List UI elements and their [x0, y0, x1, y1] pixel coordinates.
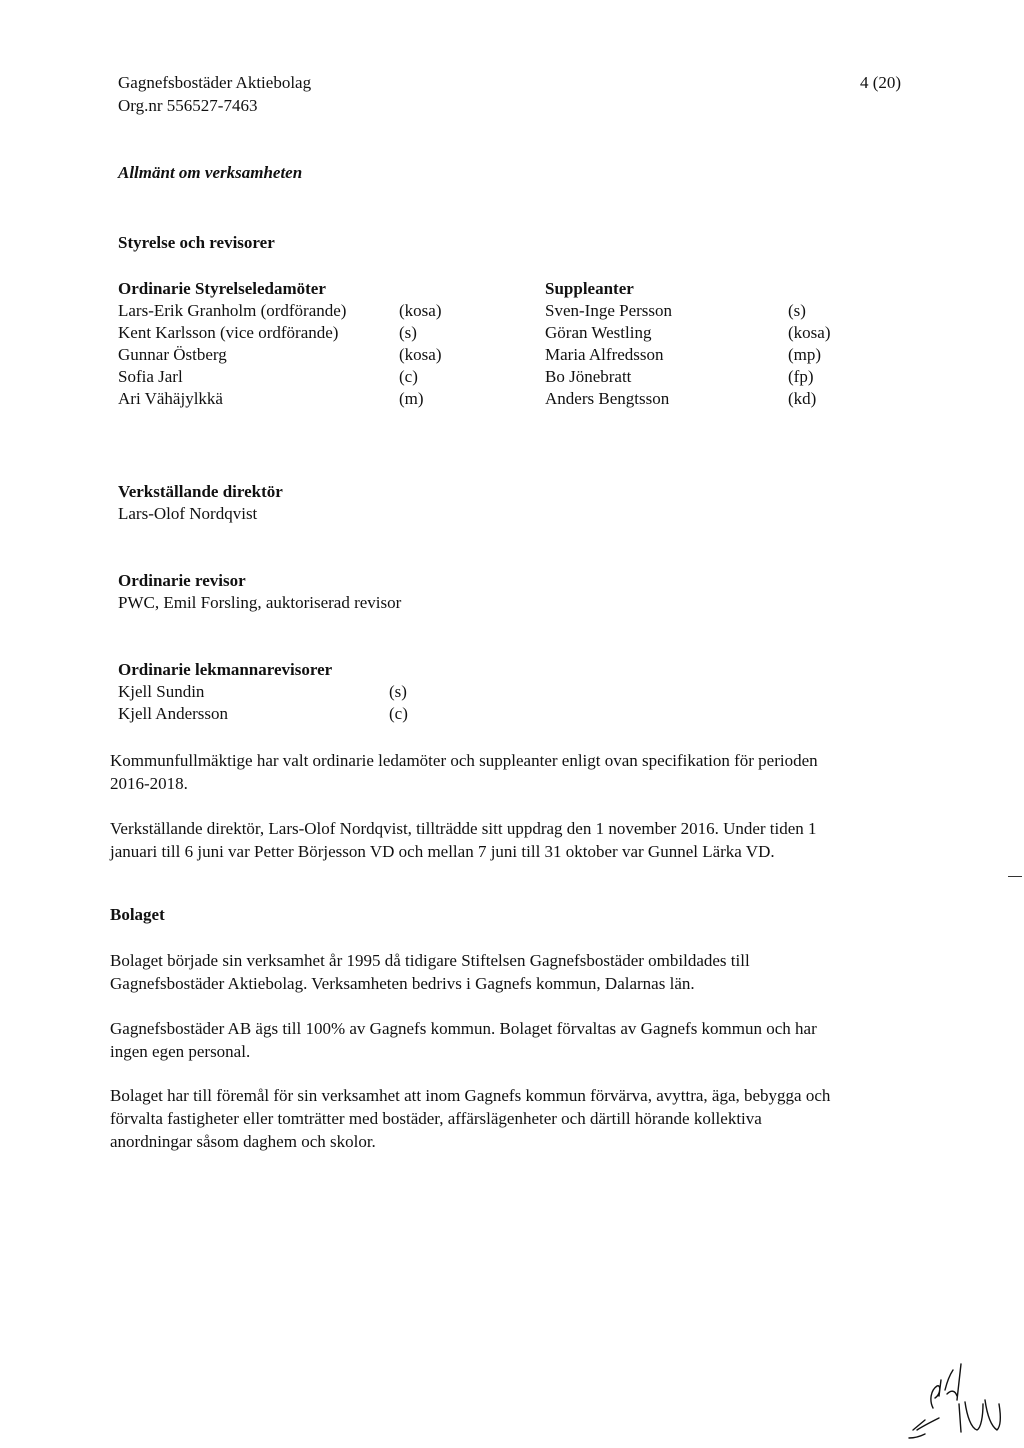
paragraph-line: ingen egen personal.	[110, 1042, 251, 1061]
lay-auditor-name: Kjell Sundin	[118, 682, 205, 701]
member-name: Gunnar Östberg	[118, 345, 227, 364]
deputy-row	[545, 388, 845, 410]
board-member-row	[118, 300, 498, 322]
paragraph-line: Gagnefsbostäder Aktiebolag. Verksamheten bedrivs i Gagnefs kommun, Dalarnas län.	[110, 974, 695, 993]
company-paragraph	[110, 1084, 910, 1153]
company-name: Gagnefsbostäder Aktiebolag	[118, 73, 312, 92]
deputy-name: Sven-Inge Persson	[545, 301, 673, 320]
company-paragraph	[110, 949, 910, 995]
board-heading: Styrelse och revisorer	[118, 233, 275, 252]
signature-initials	[895, 1360, 1005, 1440]
board-member-row	[118, 366, 498, 388]
lay-auditor-party: (c)	[389, 704, 408, 723]
auditor-name: PWC, Emil Forsling, auktoriserad revisor	[118, 593, 402, 612]
paragraph-line: Gagnefsbostäder AB ägs till 100% av Gagnefs kommun. Bolaget förvaltas av Gagnefs kommun och har	[110, 1019, 817, 1038]
deputy-party: (fp)	[788, 367, 814, 386]
company-paragraph	[110, 1017, 910, 1063]
member-name: Lars-Erik Granholm (ordförande)	[118, 301, 347, 320]
member-party: (c)	[399, 367, 418, 386]
paragraph-line: Kommunfullmäktige har valt ordinarie ledamöter och suppleanter enligt ovan specifikation för perioden	[110, 751, 818, 770]
paragraph-line: 2016-2018.	[110, 774, 188, 793]
ceo-name: Lars-Olof Nordqvist	[118, 504, 258, 523]
lay-auditors-heading: Ordinarie lekmannarevisorer	[118, 660, 333, 679]
deputy-name: Anders Bengtsson	[545, 389, 670, 408]
member-name: Sofia Jarl	[118, 367, 183, 386]
org-number: Org.nr 556527-7463	[118, 96, 258, 115]
ceo-paragraph	[110, 817, 910, 863]
board-member-row	[118, 344, 498, 366]
deputy-party: (kosa)	[788, 323, 831, 342]
lay-auditor-party: (s)	[389, 682, 407, 701]
deputy-party: (kd)	[788, 389, 817, 408]
paragraph-line: Verkställande direktör, Lars-Olof Nordqvist, tillträdde sitt uppdrag den 1 november 2016. Under tiden 1	[110, 819, 817, 838]
paragraph-line: förvalta fastigheter eller tomträtter med bostäder, affärslägenheter och därtill hörande kollektiva	[110, 1109, 762, 1128]
deputy-row	[545, 300, 845, 322]
member-party: (kosa)	[399, 345, 442, 364]
lay-auditor-row	[118, 703, 438, 725]
appointment-paragraph	[110, 749, 910, 795]
member-name: Kent Karlsson (vice ordförande)	[118, 323, 339, 342]
deputy-row	[545, 322, 845, 344]
deputies-heading: Suppleanter	[545, 279, 634, 298]
deputy-name: Bo Jönebratt	[545, 367, 632, 386]
member-party: (s)	[399, 323, 417, 342]
member-name: Ari Vähäjylkkä	[118, 389, 223, 408]
member-party: (m)	[399, 389, 424, 408]
company-section-heading: Bolaget	[110, 905, 165, 924]
paragraph-line: Bolaget har till föremål för sin verksamhet att inom Gagnefs kommun förvärva, avyttra, äga, bebygga och	[110, 1086, 831, 1105]
deputy-party: (s)	[788, 301, 806, 320]
page-number: 4 (20)	[860, 73, 902, 92]
ceo-heading: Verkställande direktör	[118, 482, 283, 501]
margin-mark	[1008, 876, 1022, 877]
lay-auditor-name: Kjell Andersson	[118, 704, 229, 723]
section-title: Allmänt om verksamheten	[118, 163, 303, 182]
auditor-heading: Ordinarie revisor	[118, 571, 246, 590]
deputy-party: (mp)	[788, 345, 822, 364]
board-member-row	[118, 388, 498, 410]
deputy-row	[545, 344, 845, 366]
paragraph-line: Bolaget började sin verksamhet år 1995 då tidigare Stiftelsen Gagnefsbostäder ombildades till	[110, 951, 750, 970]
paragraph-line: anordningar såsom daghem och skolor.	[110, 1132, 376, 1151]
board-members-heading: Ordinarie Styrelseledamöter	[118, 279, 326, 298]
board-member-row	[118, 322, 498, 344]
lay-auditor-row	[118, 681, 438, 703]
member-party: (kosa)	[399, 301, 442, 320]
paragraph-line: januari till 6 juni var Petter Börjesson VD och mellan 7 juni till 31 oktober var Gunnel Lärka VD.	[110, 842, 775, 861]
deputy-name: Göran Westling	[545, 323, 652, 342]
deputy-name: Maria Alfredsson	[545, 345, 664, 364]
deputy-row	[545, 366, 845, 388]
